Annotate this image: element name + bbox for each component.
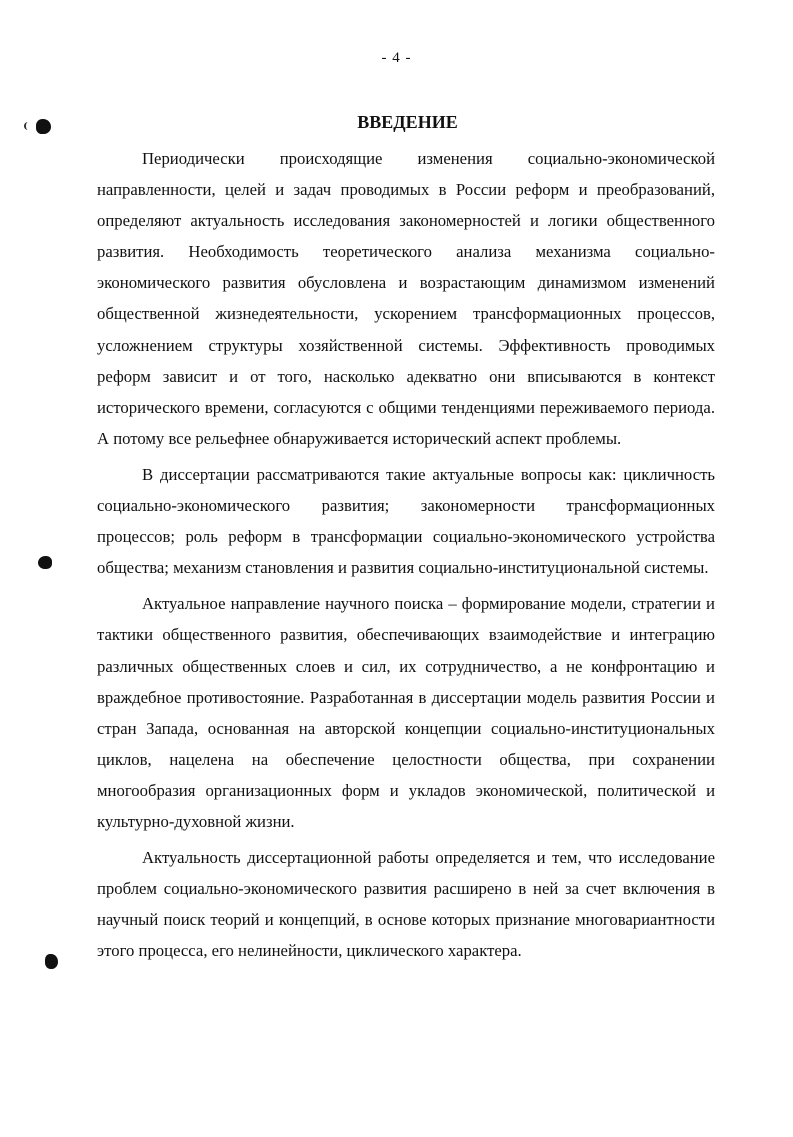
section-heading: ВВЕДЕНИЕ [357, 112, 458, 132]
ink-blot [38, 556, 52, 569]
paragraph: В диссертации рассматриваются такие актуальные вопросы как: цикличность социально-экономического развития; закономерности трансформационных процессов; роль реформ в трансформации социально-экономического устройства общества; механизм становления и развития социально-институциональной системы. [97, 464, 715, 578]
ink-blot [45, 954, 58, 969]
body-text [97, 143, 715, 966]
paragraph: Актуальность диссертационной работы определяется и тем, что исследование проблем социально-экономического развития расширено в ней за счет включения в научный поиск теорий и концепций, в основе которых признание многовариантности этого процесса, его нелинейности, циклического характера. [97, 848, 715, 961]
paragraph: Актуальное направление научного поиска – формирование модели, стратегии и тактики общественного развития, обеспечивающих взаимодействие и интеграцию различных общественных слоев и сил, их сотрудничество, а не конфронтацию и враждебное противостояние. Разработанная в диссертации модель развития России и стран Запада, основанная на авторской концепции социально-институциональных циклов, нацелена на обеспечение целостности общества, при сохранении многообразия организационных форм и укладов экономической, политической и культурно-духовной жизни. [97, 594, 715, 831]
paragraph: Периодически происходящие изменения социально-экономической направленности, целей и задач проводимых в России реформ и преобразований, определяют актуальность исследования закономерностей и логики общественного развития. Необходимость теоретического анализа механизма социально-экономического развития обусловлена и возрастающим динамизмом изменений общественной жизнедеятельности, ускорением трансформационных процессов, усложнением структуры хозяйственной системы. Эффективность проводимых реформ зависит и от того, насколько адекватно они вписываются в контекст исторического времени, согласуются с общими тенденциями переживаемого периода. А потому все рельефнее обнаруживается исторический аспект проблемы. [97, 149, 715, 448]
page-number: - 4 - [381, 50, 412, 66]
